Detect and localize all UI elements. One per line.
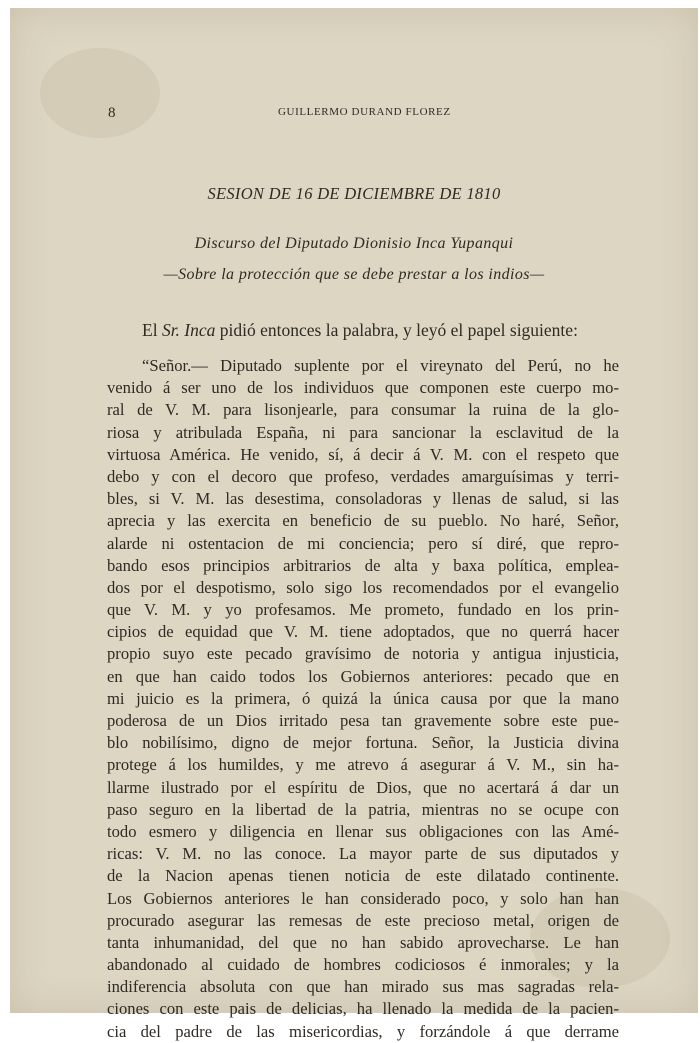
- body-line: dos por el despotismo, solo sigo los recomendados por el evangelio: [107, 577, 619, 597]
- body-line: blo nobilísimo, digno de mejor fortuna. Señor, la Justicia divina: [107, 733, 619, 753]
- body-line: propio suyo este pecado gravísimo de notoria y antigua injusticia,: [107, 644, 619, 664]
- body-line: ricas: V. M. no las conoce. La mayor parte de sus diputados y: [107, 844, 619, 864]
- running-head: GUILLERMO DURAND FLOREZ: [278, 106, 451, 118]
- body-line: protege á los humildes, y me atrevo á asegurar á V. M., sin ha-: [107, 755, 619, 775]
- body-line: alarde ni ostentacion de mi conciencia; pero sí diré, que repro-: [107, 533, 619, 553]
- intro-after: pidió entonces la palabra, y leyó el papel siguiente:: [215, 320, 578, 340]
- body-line: cia del padre de las misericordias, y forzándole á que derrame: [107, 1021, 619, 1041]
- body-line: en que han caido todos los Gobiernos anteriores: pecado que en: [107, 666, 619, 686]
- body-line: abandonado al cuidado de hombres codiciosos é inmorales; y la: [107, 955, 619, 975]
- session-title: SESION DE 16 DE DICIEMBRE DE 1810: [207, 184, 501, 203]
- body-line: cipios de equidad que V. M. tiene adoptados, que no querrá hacer: [107, 622, 619, 642]
- body-line: poderosa de un Dios irritado pesa tan gravemente sobre este pue-: [107, 711, 619, 730]
- speech-body: [107, 355, 619, 1043]
- speech-title: Discurso del Diputado Dionisio Inca Yupanqui: [194, 235, 514, 252]
- page-header: [10, 105, 698, 125]
- body-line: virtuosa América. He venido, sí, á decir á V. M. con el respeto que: [107, 444, 619, 464]
- body-line: todo esmero y diligencia en llenar sus obligaciones con las Amé-: [107, 821, 619, 841]
- speaker-name: Sr. Inca: [161, 320, 216, 340]
- page-number: 8: [108, 105, 116, 121]
- body-line: procurado asegurar las remesas de este precioso metal, origen de: [107, 910, 619, 930]
- body-line: debo y con el decoro que profeso, verdades amarguísimas y terri-: [107, 466, 619, 486]
- body-line: ciones con este pais de delicias, ha llenado la medida de la pacien-: [107, 999, 619, 1019]
- body-line: bles, si V. M. las desestima, consoladoras y llenas de salud, si las: [107, 489, 619, 509]
- body-line: ral de V. M. para lisonjearle, para consumar la ruina de la glo-: [107, 400, 619, 420]
- book-page: [10, 8, 698, 1041]
- body-line: indiferencia absoluta con que han mirado sus mas sagradas rela-: [107, 977, 619, 997]
- body-line: llarme ilustrado por el espíritu de Dios, que no acertará á dar un: [107, 777, 619, 797]
- body-line: de la Nacion apenas tienen noticia de este dilatado continente.: [107, 866, 619, 886]
- speech-subtitle: —Sobre la protección que se debe prestar a los indios—: [163, 266, 545, 283]
- body-line: “Señor.— Diputado suplente por el vireynato del Perú, no he: [142, 356, 619, 375]
- body-line: paso seguro en la libertad de la patria, mientras no se ocupe con: [107, 799, 619, 819]
- body-line: venido á ser uno de los individuos que componen este cuerpo mo-: [107, 378, 619, 398]
- body-line: que V. M. y yo profesamos. Me prometo, fundado en los prin-: [107, 600, 619, 620]
- intro-before: El: [142, 320, 162, 340]
- body-line: bando esos principios arbitrarios de alta y baxa política, emplea-: [107, 555, 619, 575]
- intro-paragraph: [142, 320, 578, 341]
- body-line: Los Gobiernos anteriores le han considerado poco, y solo han han: [107, 888, 619, 908]
- body-line: tanta inhumanidad, del que no han sabido aprovecharse. Le han: [107, 932, 619, 952]
- body-line: aprecia y las exercita en beneficio de su pueblo. No haré, Señor,: [107, 511, 619, 531]
- body-line: mi juicio es la primera, ó quizá la única causa por que la mano: [107, 688, 619, 708]
- body-line: riosa y atribulada España, ni para sancionar la esclavitud de la: [107, 422, 619, 442]
